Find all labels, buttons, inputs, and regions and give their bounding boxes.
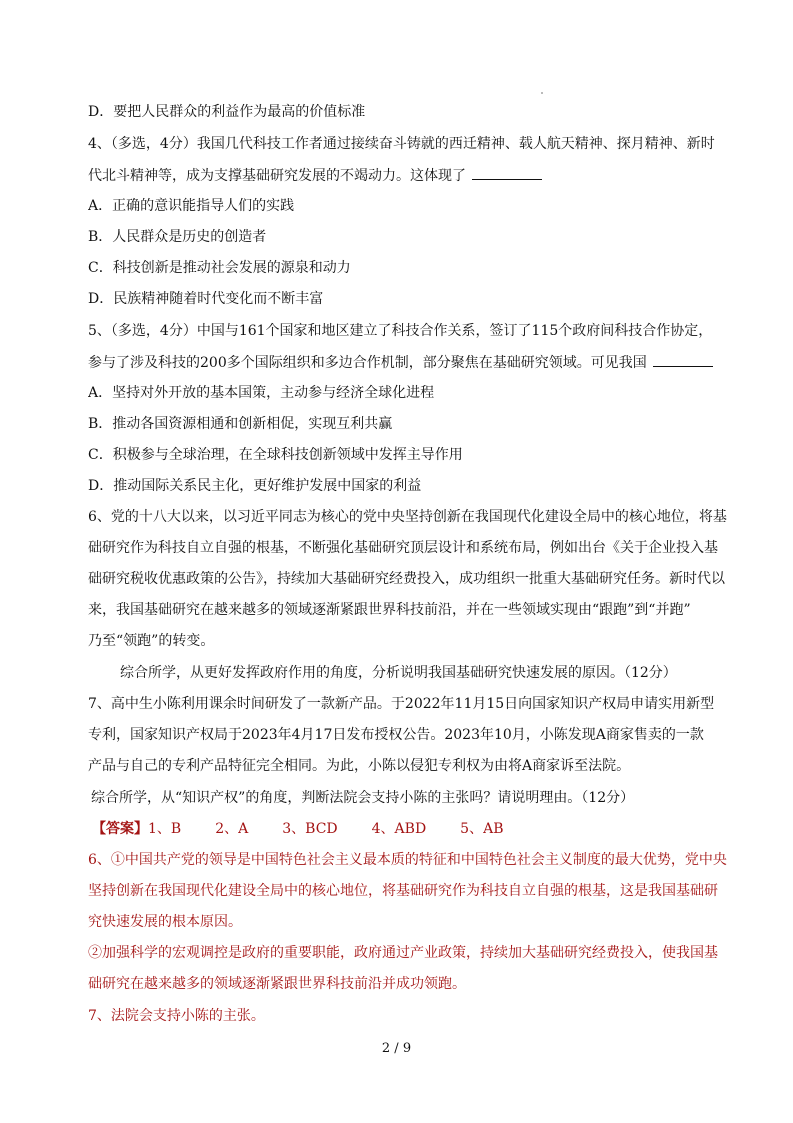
q5-stem-line2: 参与了涉及科技的200多个国际组织和多边合作机制，部分聚焦在基础研究领域。可见我国 xyxy=(88,352,728,373)
q6-question: 综合所学，从更好发挥政府作用的角度，分析说明我国基础研究快速发展的原因。（12分） xyxy=(120,665,677,681)
q5-option-d: D．推动国际关系民主化，更好维护发展中国家的利益 xyxy=(88,478,422,494)
q6-stem-line4: 来，我国基础研究在越来越多的领域逐渐紧跟世界科技前沿，并在一些领域实现由“跟跑”到“并跑” xyxy=(88,602,691,618)
q6-stem-line5: 乃至“领跑”的转变。 xyxy=(88,633,215,649)
answer-blank xyxy=(653,352,713,367)
answer-6-line4: ②加强科学的宏观调控是政府的重要职能，政府通过产业政策，持续加大基础研究经费投入，使我国基 xyxy=(88,945,718,961)
q5-option-c: C．积极参与全球治理，在全球科技创新领域中发挥主导作用 xyxy=(88,447,463,463)
page-number: 2 / 9 xyxy=(381,1041,412,1056)
q4-option-c: C．科技创新是推动社会发展的源泉和动力 xyxy=(88,260,351,276)
q7-question: 综合所学，从“知识产权”的角度，判断法院会支持小陈的主张吗？请说明理由。（12分） xyxy=(91,790,635,806)
answer-7-line1: 7、法院会支持小陈的主张。 xyxy=(88,1008,265,1024)
q7-stem-line1: 7、高中生小陈利用课余时间研发了一款新产品。于2022年11月15日向国家知识产权局申请实用新型 xyxy=(88,696,715,712)
answer-item-1: 1、B xyxy=(148,821,182,837)
answer-item-4: 4、ABD xyxy=(371,821,427,837)
answer-blank xyxy=(472,165,542,180)
answer-6-line1: 6、①中国共产党的领导是中国特色社会主义最本质的特征和中国特色社会主义制度的最大优势，党中央 xyxy=(88,852,727,868)
q4-stem-line2: 代北斗精神等，成为支撑基础研究发展的不竭动力。这体现了 xyxy=(88,165,728,186)
q6-stem-line1: 6、党的十八大以来，以习近平同志为核心的党中央坚持创新在我国现代化建设全局中的核心地位，将基 xyxy=(88,509,727,525)
scan-dot xyxy=(541,92,543,94)
answer-6-line3: 究快速发展的根本原因。 xyxy=(88,914,242,930)
q4-option-b: B．人民群众是历史的创造者 xyxy=(88,229,267,245)
q5-stem-line1: 5、（多选，4分）中国与161个国家和地区建立了科技合作关系，签订了115个政府间科技合作协定， xyxy=(88,323,713,339)
q7-stem-line2: 专利，国家知识产权局于2023年4月17日发布授权公告。2023年10月，小陈发现A商家售卖的一款 xyxy=(88,727,704,743)
q7-stem-line3: 产品与自己的专利产品特征完全相同。为此，小陈以侵犯专利权为由将A商家诉至法院。 xyxy=(88,758,631,774)
answer-6-line5: 础研究在越来越多的领域逐渐紧跟世界科技前沿并成功领跑。 xyxy=(88,976,466,992)
answer-item-3: 3、BCD xyxy=(282,821,338,837)
q6-stem-line2: 础研究作为科技自立自强的根基，不断强化基础研究顶层设计和系统布局，例如出台《关于企业投入基 xyxy=(88,540,718,556)
q3-option-d: D．要把人民群众的利益作为最高的价值标准 xyxy=(88,104,366,120)
q4-stem-line1: 4、（多选，4分）我国几代科技工作者通过接续奋斗铸就的西迁精神、载人航天精神、探月精神、新时 xyxy=(88,136,715,152)
q5-option-a: A．坚持对外开放的基本国策，主动参与经济全球化进程 xyxy=(88,385,435,401)
q5-option-b: B．推动各国资源相通和创新相促，实现互利共赢 xyxy=(88,416,393,432)
q4-option-d: D．民族精神随着时代变化而不断丰富 xyxy=(88,291,324,307)
answer-summary xyxy=(92,819,732,839)
answer-tag: 【答案】 xyxy=(92,821,148,837)
answer-item-2: 2、A xyxy=(215,821,249,837)
q6-stem-line3: 础研究税收优惠政策的公告》，持续加大基础研究经费投入，成功组织一批重大基础研究任务。新时代以 xyxy=(88,571,725,587)
answer-item-5: 5、AB xyxy=(460,821,504,837)
answer-6-line2: 坚持创新在我国现代化建设全局中的核心地位，将基础研究作为科技自立自强的根基，这是我国基础研 xyxy=(88,883,718,899)
q4-option-a: A．正确的意识能指导人们的实践 xyxy=(88,198,295,214)
